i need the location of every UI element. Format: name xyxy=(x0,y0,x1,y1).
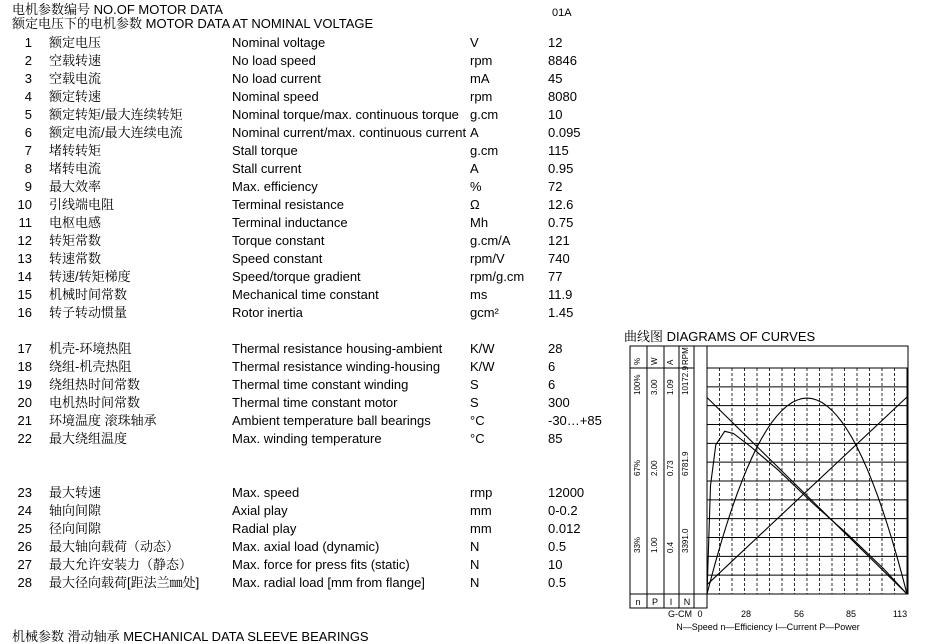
axis-tick-label: 3.00 xyxy=(650,379,659,395)
row-label-cn: 转子转动惯量 xyxy=(49,305,128,320)
row-number: 14 xyxy=(17,269,32,284)
row-label-en: Stall current xyxy=(232,161,302,176)
axis-tick-label: 3391.0 xyxy=(681,528,690,553)
row-label-cn: 绕组热时间常数 xyxy=(49,377,141,392)
plot-border xyxy=(707,368,907,594)
axis-tick-label: 67% xyxy=(633,459,642,476)
row-value: 0-0.2 xyxy=(548,503,578,518)
row-unit: mm xyxy=(470,503,492,518)
axis-column-header: A xyxy=(666,359,675,365)
row-unit: mA xyxy=(470,71,490,86)
row-label-en: Rotor inertia xyxy=(232,305,303,320)
row-label-en: Max. axial load (dynamic) xyxy=(232,539,380,554)
x-tick-label: 113 xyxy=(892,609,908,619)
row-label-en: Mechanical time constant xyxy=(232,287,379,302)
row-number: 18 xyxy=(17,359,32,374)
row-value: 0.012 xyxy=(548,521,581,536)
row-unit: rpm xyxy=(470,53,493,68)
row-value: 6 xyxy=(548,359,556,374)
row-value: 45 xyxy=(548,71,563,86)
axis-tick-label: 2.00 xyxy=(650,460,659,476)
row-number: 24 xyxy=(17,503,32,518)
axis-column-header: W xyxy=(650,357,659,365)
row-number: 13 xyxy=(17,251,32,266)
row-value: 0.5 xyxy=(548,539,567,554)
row-number: 22 xyxy=(17,431,32,446)
row-number: 5 xyxy=(24,107,32,122)
row-unit: rpm/g.cm xyxy=(470,269,525,284)
row-value: 740 xyxy=(548,251,570,266)
row-value: 6 xyxy=(548,377,556,392)
row-label-en: Torque constant xyxy=(232,233,325,248)
row-label-cn: 最大绕组温度 xyxy=(49,431,128,446)
row-number: 25 xyxy=(17,521,32,536)
row-value: 8080 xyxy=(548,89,577,104)
row-label-en: Nominal torque/max. continuous torque xyxy=(232,107,459,122)
row-unit: K/W xyxy=(470,341,495,356)
row-number: 3 xyxy=(24,71,32,86)
row-unit: g.cm xyxy=(470,143,499,158)
row-label-en: No load speed xyxy=(232,53,316,68)
row-number: 27 xyxy=(17,557,32,572)
row-unit: ms xyxy=(470,287,488,302)
row-label-en: Nominal current/max. continuous current xyxy=(232,125,467,140)
row-number: 21 xyxy=(17,413,32,428)
axis-letter: P xyxy=(651,597,659,607)
row-label-en: Max. force for press fits (static) xyxy=(232,557,410,572)
row-label-en: Ambient temperature ball bearings xyxy=(232,413,431,428)
row-label-cn: 转速常数 xyxy=(49,251,102,266)
row-label-cn: 机械时间常数 xyxy=(49,287,128,302)
row-label-cn: 最大效率 xyxy=(49,179,102,194)
row-number: 1 xyxy=(24,35,32,50)
row-label-cn: 最大允许安装力（静态） xyxy=(49,557,193,572)
row-label-cn: 空载转速 xyxy=(49,53,102,68)
row-label-cn: 轴向间隙 xyxy=(49,503,102,518)
row-value: 28 xyxy=(548,341,563,356)
row-label-cn: 绕组-机壳热阻 xyxy=(49,359,132,374)
axis-letter: N xyxy=(683,597,691,607)
row-value: 12 xyxy=(548,35,563,50)
row-label-cn: 机壳-环境热阻 xyxy=(49,341,132,356)
row-label-cn: 引线端电阻 xyxy=(49,197,115,212)
row-label-en: Nominal voltage xyxy=(232,35,326,50)
row-value: 115 xyxy=(548,143,569,158)
row-number: 16 xyxy=(17,305,32,320)
axis-tick-label: 1.09 xyxy=(666,379,675,395)
x-tick-label: 28 xyxy=(740,609,752,619)
row-number: 11 xyxy=(18,215,32,230)
mechanical-data-title: 机械参数 滑动轴承 MECHANICAL DATA SLEEVE BEARINGS xyxy=(12,629,369,644)
row-label-cn: 电机热时间常数 xyxy=(49,395,141,410)
row-number: 4 xyxy=(24,89,32,104)
row-label-en: Max. radial load [mm from flange] xyxy=(232,575,425,590)
row-unit: Ω xyxy=(470,197,480,212)
row-label-en: Axial play xyxy=(232,503,288,518)
row-label-cn: 额定转速 xyxy=(49,89,102,104)
row-number: 9 xyxy=(24,179,32,194)
nominal-title: 额定电压下的电机参数 MOTOR DATA AT NOMINAL VOLTAGE xyxy=(12,16,374,31)
axis-letter: I xyxy=(669,597,673,607)
row-value: 0.95 xyxy=(548,161,574,176)
row-number: 28 xyxy=(17,575,32,590)
row-unit: A xyxy=(470,125,479,140)
row-value: 11.9 xyxy=(548,287,573,302)
x-axis-unit: G-CM xyxy=(668,609,692,619)
row-value: 10 xyxy=(548,557,563,572)
row-label-en: Stall torque xyxy=(232,143,298,158)
row-value: 0.75 xyxy=(548,215,574,230)
row-label-en: Radial play xyxy=(232,521,297,536)
row-number: 6 xyxy=(24,125,32,140)
row-label-en: Terminal inductance xyxy=(232,215,348,230)
row-number: 19 xyxy=(17,377,32,392)
row-label-cn: 转速/转矩梯度 xyxy=(49,269,131,284)
diagram-title: 曲线图 DIAGRAMS OF CURVES xyxy=(624,329,816,344)
axis-letter: n xyxy=(635,597,641,607)
x-tick-label: 56 xyxy=(793,609,805,619)
row-label-cn: 额定转矩/最大连续转矩 xyxy=(49,107,183,122)
row-label-en: Thermal resistance housing-ambient xyxy=(232,341,443,356)
axis-column-header: RPM xyxy=(681,347,690,365)
x-tick-label: 0 xyxy=(697,609,703,619)
row-value: 121 xyxy=(548,233,570,248)
row-value: 0.095 xyxy=(548,125,581,140)
row-value: 12.6 xyxy=(548,197,574,212)
row-label-cn: 径向间隙 xyxy=(49,521,102,536)
efficiency-curve xyxy=(707,431,907,594)
axis-tick-label: 0.73 xyxy=(666,460,675,476)
row-number: 8 xyxy=(24,161,32,176)
row-value: 300 xyxy=(548,395,570,410)
row-label-en: Terminal resistance xyxy=(232,197,344,212)
axis-tick-label: 33% xyxy=(633,536,642,553)
row-unit: S xyxy=(470,395,479,410)
bottom-letter-strip xyxy=(630,594,707,608)
row-label-cn: 电枢电感 xyxy=(49,215,102,230)
row-label-en: Speed/torque gradient xyxy=(232,269,361,284)
row-label-en: Max. efficiency xyxy=(232,179,318,194)
row-unit: rpm xyxy=(470,89,493,104)
row-number: 23 xyxy=(17,485,32,500)
row-number: 17 xyxy=(17,341,32,356)
axis-tick-label: 1.00 xyxy=(650,537,659,553)
row-label-cn: 堵转电流 xyxy=(49,161,102,176)
row-unit: °C xyxy=(470,431,485,446)
row-label-en: Thermal time constant winding xyxy=(232,377,409,392)
row-label-en: Nominal speed xyxy=(232,89,319,104)
row-unit: N xyxy=(470,539,480,554)
row-unit: N xyxy=(470,557,480,572)
row-unit: A xyxy=(470,161,479,176)
row-unit: N xyxy=(470,575,480,590)
row-unit: rpm/V xyxy=(470,251,505,266)
row-unit: rmp xyxy=(470,485,493,500)
row-value: 0.5 xyxy=(548,575,567,590)
row-number: 20 xyxy=(17,395,32,410)
speed-curve xyxy=(707,398,907,595)
row-number: 2 xyxy=(24,53,32,68)
row-value: 77 xyxy=(548,269,563,284)
row-value: 72 xyxy=(548,179,563,194)
row-label-cn: 最大转速 xyxy=(49,485,102,500)
row-label-en: Thermal resistance winding-housing xyxy=(232,359,441,374)
axis-tick-label: 0.4 xyxy=(666,541,675,553)
row-label-cn: 最大径向载荷[距法兰㎜处] xyxy=(49,575,200,590)
row-label-cn: 额定电流/最大连续电流 xyxy=(49,125,183,140)
row-number: 26 xyxy=(17,539,32,554)
row-number: 7 xyxy=(24,143,32,158)
chart-legend: N—Speed n—Efficiency I—Current P—Power xyxy=(676,622,860,632)
row-label-en: Thermal time constant motor xyxy=(232,395,398,410)
axis-tick-label: 10172.9 xyxy=(681,366,690,395)
row-unit: mm xyxy=(470,521,492,536)
chart-frame xyxy=(630,346,908,594)
row-label-en: Max. speed xyxy=(232,485,300,500)
row-unit: Mh xyxy=(470,215,489,230)
row-unit: g.cm xyxy=(470,107,499,122)
x-tick-label: 85 xyxy=(845,609,857,619)
row-unit: V xyxy=(470,35,479,50)
row-value: 12000 xyxy=(548,485,585,500)
row-unit: K/W xyxy=(470,359,495,374)
row-value: -30…+85 xyxy=(548,413,602,428)
row-label-cn: 额定电压 xyxy=(49,35,102,50)
row-label-cn: 堵转转矩 xyxy=(49,143,102,158)
motor-no-value: 01A xyxy=(552,7,572,19)
row-unit: °C xyxy=(470,413,485,428)
row-number: 10 xyxy=(17,197,32,212)
row-value: 8846 xyxy=(548,53,577,68)
row-unit: % xyxy=(470,179,482,194)
row-label-cn: 空载电流 xyxy=(49,71,102,86)
axis-column-header: % xyxy=(633,357,642,365)
axis-tick-label: 100% xyxy=(633,374,642,395)
row-label-cn: 最大轴向载荷（动态） xyxy=(49,539,180,554)
current-curve xyxy=(707,397,907,585)
row-number: 12 xyxy=(17,233,32,248)
power-curve xyxy=(707,398,907,594)
row-label-cn: 环境温度 滚珠轴承 xyxy=(49,413,157,428)
motor-no-label: 电机参数编号 NO.OF MOTOR DATA xyxy=(12,2,223,17)
row-unit: gcm² xyxy=(470,305,499,320)
row-value: 85 xyxy=(548,431,563,446)
row-value: 1.45 xyxy=(548,305,574,320)
row-value: 10 xyxy=(548,107,563,122)
row-label-en: Max. winding temperature xyxy=(232,431,382,446)
axis-tick-label: 6781.9 xyxy=(681,451,690,476)
row-label-cn: 转矩常数 xyxy=(49,233,102,248)
row-unit: g.cm/A xyxy=(470,233,511,248)
row-unit: S xyxy=(470,377,479,392)
row-number: 15 xyxy=(17,287,32,302)
row-label-en: Speed constant xyxy=(232,251,323,266)
row-label-en: No load current xyxy=(232,71,321,86)
